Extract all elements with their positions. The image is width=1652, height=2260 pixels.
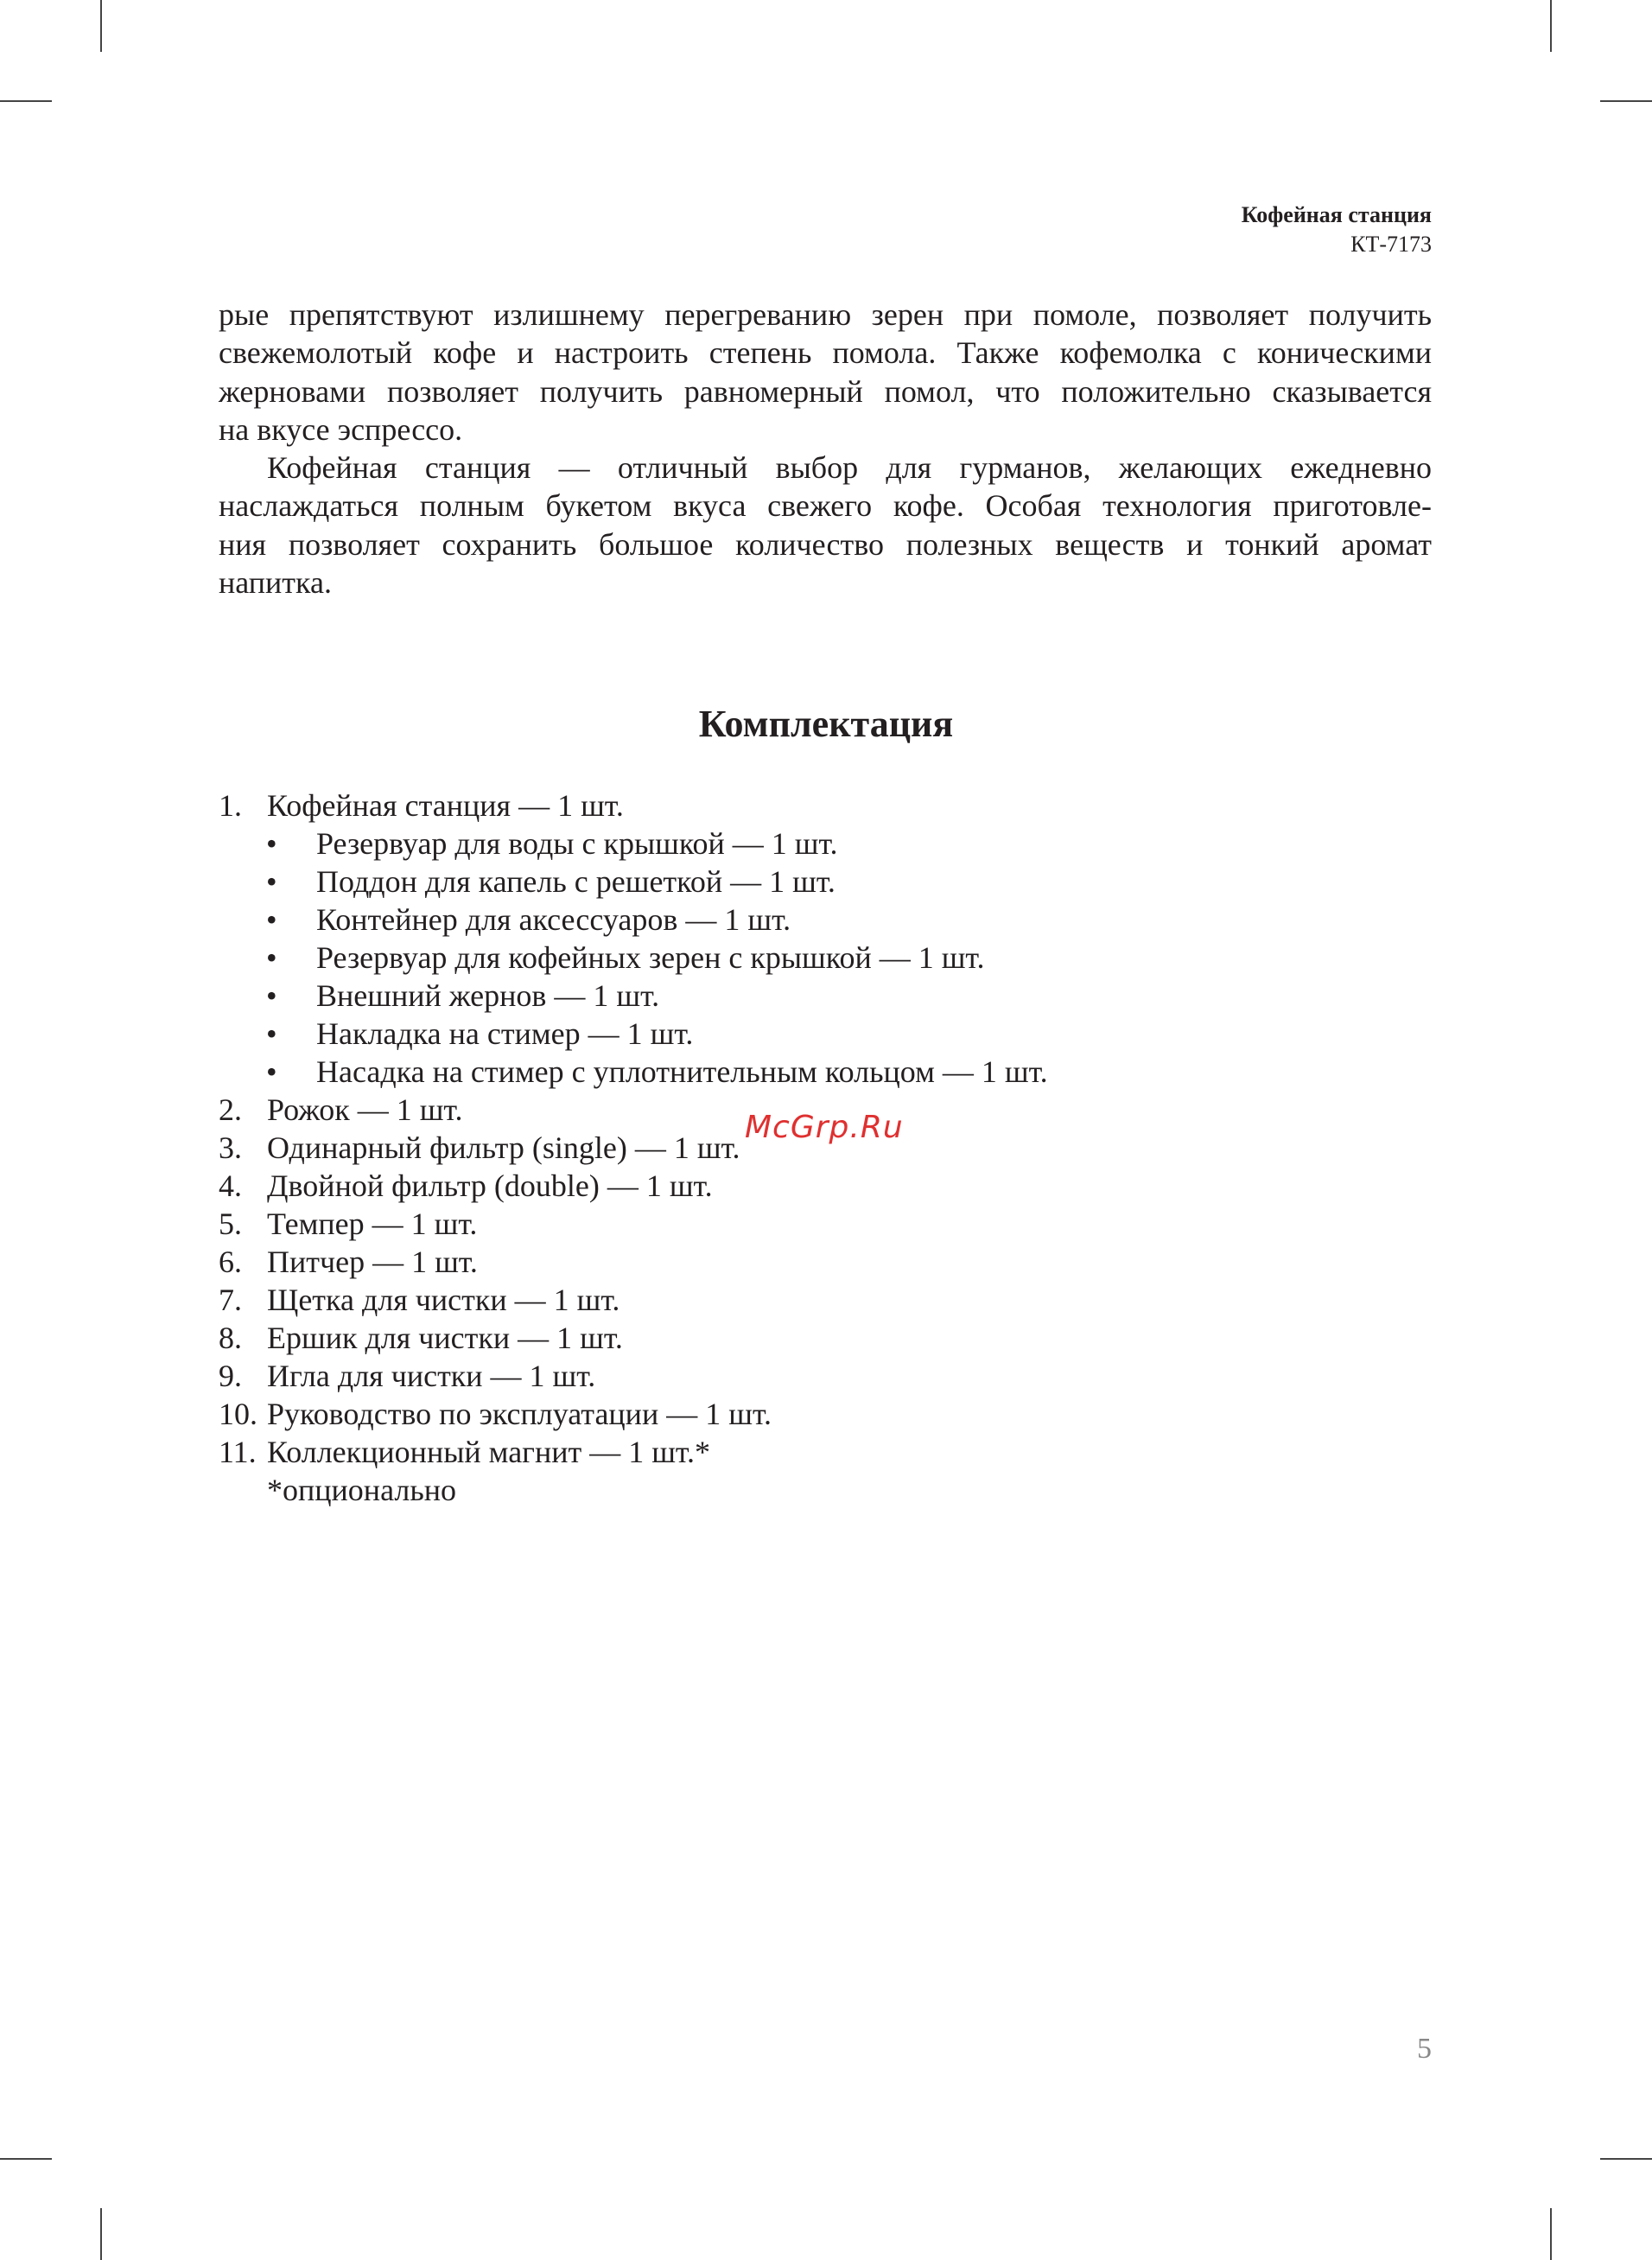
bullet-icon: • (266, 1016, 277, 1051)
list-item-text: Щетка для чистки — 1 шт. (267, 1283, 620, 1317)
bullet-icon: • (266, 826, 277, 861)
section-title: Комплектация (698, 703, 954, 745)
list-item-number: 5. (219, 1206, 242, 1241)
watermark: McGrp.Ru (745, 1110, 904, 1145)
list-item-number: 1. (219, 788, 242, 823)
body-text (219, 296, 1432, 602)
crop-mark-bottom-left-vertical (100, 2208, 102, 2260)
list-item-number: 2. (219, 1092, 242, 1127)
crop-mark-top-right-horizontal (1600, 100, 1652, 102)
list-item-number: 3. (219, 1130, 242, 1165)
list-item-number: 6. (219, 1245, 242, 1279)
bullet-icon: • (266, 864, 277, 899)
list-item (219, 1395, 1432, 1433)
list-item-text: Одинарный фильтр (single) — 1 шт. (267, 1130, 740, 1165)
crop-mark-top-left-vertical (100, 0, 102, 52)
list-subitem (219, 901, 1432, 939)
bullet-icon: • (266, 1054, 277, 1089)
list-subitem-text: Резервуар для кофейных зерен с крышкой — 1 шт. (316, 940, 985, 975)
paragraph-1-line-2: свежемолотый кофе и настроить степень помола. Также кофемолка с коническими (219, 335, 1432, 371)
list-item-text: Рожок — 1 шт. (267, 1092, 463, 1127)
list-item-text: Двойной фильтр (double) — 1 шт. (267, 1168, 713, 1203)
page-number: 5 (1417, 2033, 1432, 2065)
list-subitem-text: Резервуар для воды с крышкой — 1 шт. (316, 826, 838, 861)
list-subitem (219, 824, 1432, 863)
running-header (1242, 201, 1432, 259)
list-item (219, 786, 1432, 824)
list-item (219, 1433, 1432, 1471)
list-item-text: Руководство по эксплуатации — 1 шт. (267, 1397, 772, 1431)
list-item (219, 1205, 1432, 1243)
paragraph-2-line-2: наслаждаться полным букетом вкуса свежего кофе. Особая технология приготовле- (219, 488, 1432, 524)
list-subitem-text: Поддон для капель с решеткой — 1 шт. (316, 864, 836, 899)
list-item-number: 7. (219, 1283, 242, 1317)
crop-mark-bottom-right-horizontal (1600, 2158, 1652, 2160)
crop-mark-top-right-vertical (1550, 0, 1552, 52)
list-item-number: 10. (219, 1397, 257, 1431)
list-item-text: Ершик для чистки — 1 шт. (267, 1321, 623, 1355)
bullet-icon: • (266, 940, 277, 975)
list-item (219, 1167, 1432, 1205)
paragraph-2-line-4: напитка. (219, 565, 332, 601)
list-subitem (219, 939, 1432, 977)
package-list (219, 786, 1432, 1509)
bullet-icon: • (266, 978, 277, 1013)
bullet-icon: • (266, 902, 277, 937)
list-item-number: 9. (219, 1359, 242, 1393)
list-subitem-text: Внешний жернов — 1 шт. (316, 978, 660, 1013)
list-subitem (219, 1053, 1432, 1091)
paragraph-1-line-1: рые препятствуют излишнему перегреванию зерен при помоле, позволяет получить (219, 297, 1432, 332)
list-item (219, 1319, 1432, 1357)
header-model: КТ-7173 (1350, 232, 1432, 257)
crop-mark-bottom-left-horizontal (0, 2158, 52, 2160)
list-item-number: 11. (219, 1435, 257, 1469)
paragraph-2-line-1: Кофейная станция — отличный выбор для гурманов, желающих ежедневно (267, 450, 1432, 486)
list-item-number: 8. (219, 1321, 242, 1355)
crop-mark-top-left-horizontal (0, 100, 52, 102)
list-item (219, 1281, 1432, 1319)
header-product-name: Кофейная станция (1241, 202, 1432, 227)
list-subitem (219, 1015, 1432, 1053)
list-subitem-text: Контейнер для аксессуаров — 1 шт. (316, 902, 791, 937)
footnote-text: *опционально (267, 1473, 457, 1507)
list-item-text: Темпер — 1 шт. (267, 1206, 478, 1241)
list-subitem-text: Накладка на стимер — 1 шт. (316, 1016, 694, 1051)
list-item (219, 1243, 1432, 1281)
footnote (219, 1471, 1432, 1509)
list-item-text: Игла для чистки — 1 шт. (267, 1359, 596, 1393)
paragraph-1-line-3: жерновами позволяет получить равномерный помол, что положительно сказывается (219, 373, 1432, 409)
list-item (219, 1357, 1432, 1395)
paragraph-2-line-3: ния позволяет сохранить большое количество полезных веществ и тонкий аромат (219, 526, 1432, 562)
list-item-text: Кофейная станция — 1 шт. (267, 788, 624, 823)
list-item-text: Питчер — 1 шт. (267, 1245, 478, 1279)
list-item-number: 4. (219, 1168, 242, 1203)
list-subitem (219, 977, 1432, 1015)
list-subitem (219, 863, 1432, 901)
paragraph-1-line-4: на вкусе эспрессо. (219, 411, 463, 447)
crop-mark-bottom-right-vertical (1550, 2208, 1552, 2260)
list-item-text: Коллекционный магнит — 1 шт.* (267, 1435, 710, 1469)
list-subitem-text: Насадка на стимер с уплотнительным кольцом — 1 шт. (316, 1054, 1048, 1089)
